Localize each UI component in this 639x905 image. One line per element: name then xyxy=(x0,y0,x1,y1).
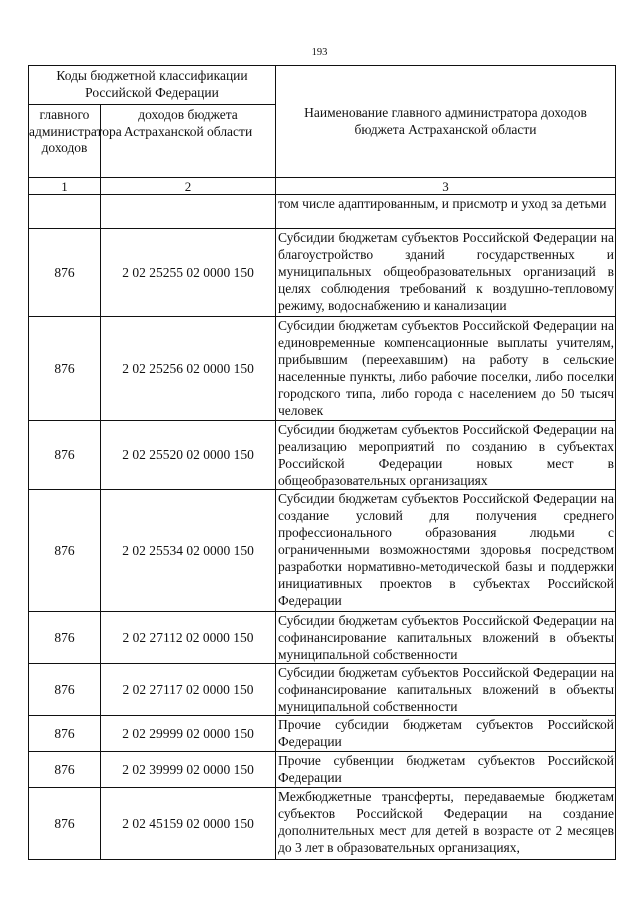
table-row xyxy=(29,490,616,612)
admin-name-cell: Субсидии бюджетам субъектов Российской Федерации на софинансирование капитальных вложений в объекты муниципальной собственности xyxy=(276,664,616,716)
admin-code-cell: 876 xyxy=(29,421,101,490)
table-row xyxy=(29,195,616,229)
table-row xyxy=(29,421,616,490)
column-number-row xyxy=(29,178,616,195)
income-code-cell: 2 02 25520 02 0000 150 xyxy=(101,421,276,490)
header-codes-group: Коды бюджетной классификации Российской Федерации xyxy=(29,66,276,105)
admin-code-cell: 876 xyxy=(29,716,101,752)
admin-name-cell: Субсидии бюджетам субъектов Российской Федерации на софинансирование капитальных вложений в объекты муниципальной собственности xyxy=(276,612,616,664)
admin-code-cell xyxy=(29,195,101,229)
table-row xyxy=(29,752,616,788)
admin-name-cell: Прочие субвенции бюджетам субъектов Российской Федерации xyxy=(276,752,616,788)
header-name-column: Наименование главного администратора доходов бюджета Астраханской области xyxy=(276,66,616,178)
income-code-cell: 2 02 27112 02 0000 150 xyxy=(101,612,276,664)
admin-code-cell: 876 xyxy=(29,752,101,788)
admin-name-cell: Субсидии бюджетам субъектов Российской Федерации на благоустройство зданий государственных и муниципальных общеобразовательных организаций в целях соблюдения требований к воздушно-тепловому режиму, водоснабжению и канализации xyxy=(276,229,616,317)
admin-code-cell: 876 xyxy=(29,317,101,421)
column-number: 3 xyxy=(276,178,616,195)
admin-name-cell: том числе адаптированным, и присмотр и уход за детьми xyxy=(276,195,616,229)
admin-name-cell: Субсидии бюджетам субъектов Российской Федерации на реализацию мероприятий по созданию в субъектах Российской Федерации новых мест в общеобразовательных организациях xyxy=(276,421,616,490)
table-row xyxy=(29,716,616,752)
budget-classification-table xyxy=(28,65,616,860)
header-admin-column: главного администратора доходов xyxy=(29,105,101,178)
income-code-cell: 2 02 45159 02 0000 150 xyxy=(101,788,276,860)
table-row xyxy=(29,229,616,317)
admin-code-cell: 876 xyxy=(29,788,101,860)
income-code-cell: 2 02 25255 02 0000 150 xyxy=(101,229,276,317)
income-code-cell: 2 02 39999 02 0000 150 xyxy=(101,752,276,788)
admin-code-cell: 876 xyxy=(29,229,101,317)
admin-name-cell: Межбюджетные трансферты, передаваемые бюджетам субъектов Российской Федерации на создание дополнительных мест для детей в возрасте от 2 месяцев до 3 лет в образовательных организациях, xyxy=(276,788,616,860)
admin-name-cell: Субсидии бюджетам субъектов Российской Федерации на единовременные компенсационные выплаты учителям, прибывшим (переехавшим) на работу в сельские населенные пункты, либо рабочие поселки, либо поселки городского типа, либо города с населением до 50 тысяч человек xyxy=(276,317,616,421)
column-number: 2 xyxy=(101,178,276,195)
table-row xyxy=(29,612,616,664)
admin-code-cell: 876 xyxy=(29,490,101,612)
income-code-cell xyxy=(101,195,276,229)
income-code-cell: 2 02 29999 02 0000 150 xyxy=(101,716,276,752)
income-code-cell: 2 02 27117 02 0000 150 xyxy=(101,664,276,716)
admin-code-cell: 876 xyxy=(29,664,101,716)
admin-name-cell: Прочие субсидии бюджетам субъектов Российской Федерации xyxy=(276,716,616,752)
table-row xyxy=(29,317,616,421)
admin-code-cell: 876 xyxy=(29,612,101,664)
page-number: 193 xyxy=(311,47,328,58)
admin-name-cell: Субсидии бюджетам субъектов Российской Федерации на создание условий для получения среднего профессионального образования людьми с ограниченными возможностями здоровья посредством разработки нормативно-методической базы и поддержки инициативных проектов в субъектах Российской Федерации xyxy=(276,490,616,612)
column-number: 1 xyxy=(29,178,101,195)
header-row-groups xyxy=(29,66,616,105)
income-code-cell: 2 02 25256 02 0000 150 xyxy=(101,317,276,421)
table-row xyxy=(29,664,616,716)
income-code-cell: 2 02 25534 02 0000 150 xyxy=(101,490,276,612)
table-row xyxy=(29,788,616,860)
header-income-column: доходов бюджета Астраханской области xyxy=(101,105,276,178)
